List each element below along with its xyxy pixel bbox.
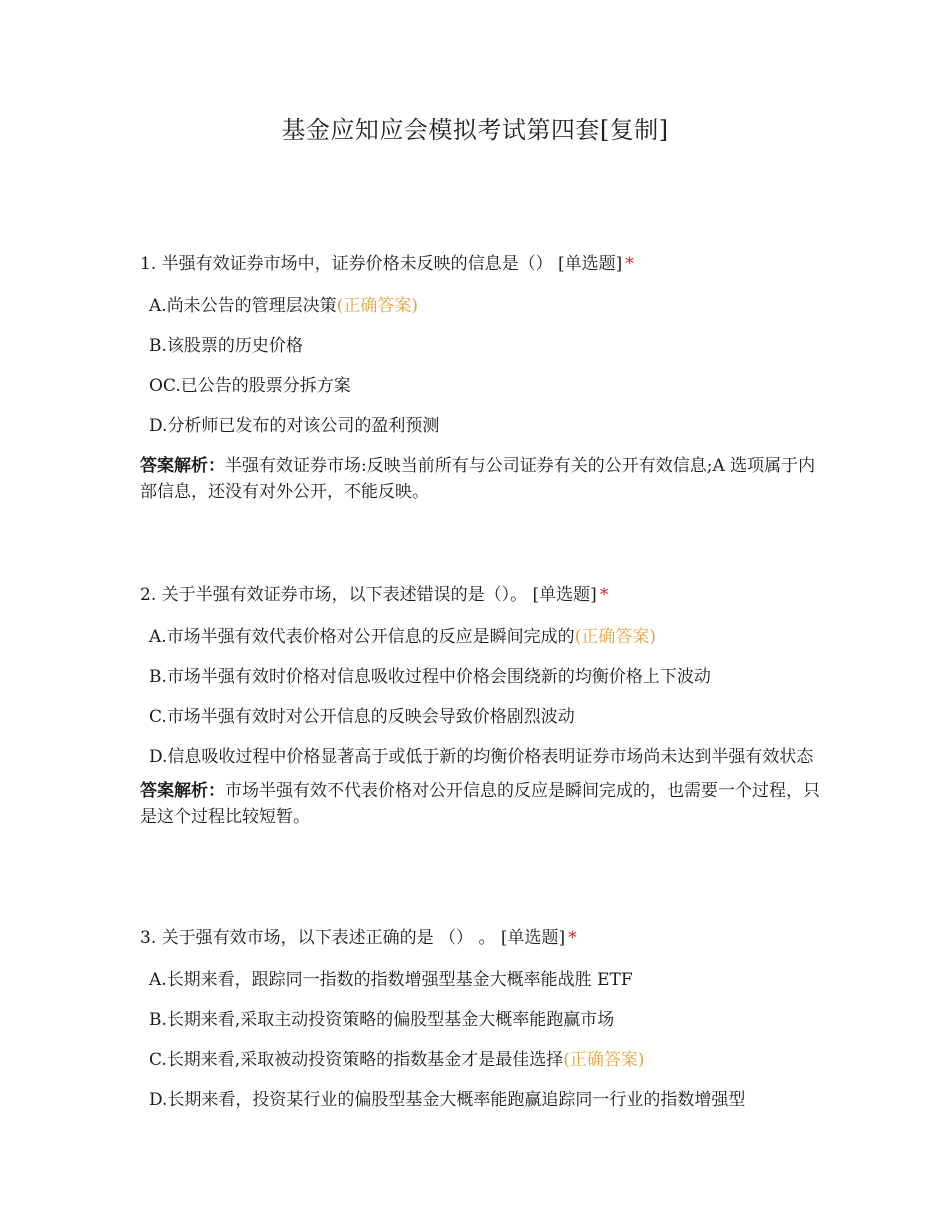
question-type: [单选题] [500,928,566,948]
option-b[interactable] [149,664,820,690]
option-c[interactable] [149,373,820,399]
option-letter: D. [149,416,168,436]
option-c[interactable] [149,704,820,730]
option-text: 市场半强有效时价格对信息吸收过程中价格会围绕新的均衡价格上下波动 [166,667,711,687]
required-marker: * [568,928,577,948]
question-stem [140,925,820,951]
question-2 [140,582,820,830]
option-text: 尚未公告的管理层决策 [166,296,337,316]
options-list [140,967,820,1113]
option-letter: B. [149,667,167,687]
option-letter: B. [149,1010,167,1030]
option-text: 分析师已发布的对该公司的盈利预测 [167,416,440,436]
option-d[interactable] [149,413,820,439]
option-text: 市场半强有效时对公开信息的反映会导致价格剧烈波动 [166,707,575,727]
analysis-text: 市场半强有效不代表价格对公开信息的反应是瞬间完成的，也需要一个过程，只是这个过程比较短暂。 [140,781,820,827]
option-letter: C. [149,1050,167,1070]
option-a[interactable] [149,967,820,993]
option-text: 长期来看,采取被动投资策略的指数基金才是最佳选择 [166,1050,564,1070]
option-d[interactable] [149,1087,820,1113]
question-number: 3. [140,928,157,948]
question-stem [140,251,820,277]
analysis-label: 答案解析： [140,456,225,476]
options-list [140,293,820,439]
options-list [140,624,820,770]
required-marker: * [599,585,609,605]
option-a[interactable] [149,624,820,650]
option-text: 已公告的股票分拆方案 [180,376,351,396]
question-text: 半强有效证券市场中，证券价格未反映的信息是（） [161,254,553,274]
question-3 [140,925,820,1127]
question-text: 关于强有效市场，以下表述正确的是 （） 。 [161,928,496,948]
option-text: 长期来看，投资某行业的偏股型基金大概率能跑赢追踪同一行业的指数增强型 [167,1090,746,1110]
option-text: 市场半强有效代表价格对公开信息的反应是瞬间完成的 [166,627,575,647]
option-b[interactable] [149,1007,820,1033]
option-c[interactable] [149,1047,820,1073]
analysis-label: 答案解析： [140,781,225,801]
question-number: 1. [140,254,157,274]
option-letter: D. [149,1090,168,1110]
question-stem [140,582,820,608]
correct-answer-tag: (正确答案) [336,296,418,316]
question-number: 2. [140,585,157,605]
option-letter: A. [149,970,167,990]
option-text: 长期来看，跟踪同一指数的指数增强型基金大概率能战胜 ETF [166,970,633,990]
question-1 [140,251,820,505]
option-letter: OC. [149,376,181,396]
option-d[interactable] [149,744,820,770]
option-text: 信息吸收过程中价格显著高于或低于新的均衡价格表明证券市场尚未达到半强有效状态 [167,747,814,767]
analysis-text: 半强有效证券市场:反映当前所有与公司证券有关的公开有效信息;A 选项属于内部信息，还没有对外公开，不能反映。 [140,456,816,502]
option-letter: A. [149,627,167,647]
option-text: 长期来看,采取主动投资策略的偏股型基金大概率能跑赢市场 [166,1010,615,1030]
question-text: 关于半强有效证券市场，以下表述错误的是（）。 [161,585,528,605]
option-a[interactable] [149,293,820,319]
option-text: 该股票的历史价格 [166,336,303,356]
option-letter: B. [149,336,167,356]
option-letter: D. [149,747,168,767]
page-title: 基金应知应会模拟考试第四套[复制] [281,116,669,144]
required-marker: * [625,254,634,274]
option-letter: A. [149,296,167,316]
correct-answer-tag: (正确答案) [574,627,656,647]
answer-analysis [140,778,820,830]
option-b[interactable] [149,333,820,359]
option-letter: C. [149,707,167,727]
answer-analysis [140,453,820,505]
correct-answer-tag: (正确答案) [563,1050,645,1070]
question-type: [单选题] [558,254,623,274]
question-type: [单选题] [532,585,597,605]
